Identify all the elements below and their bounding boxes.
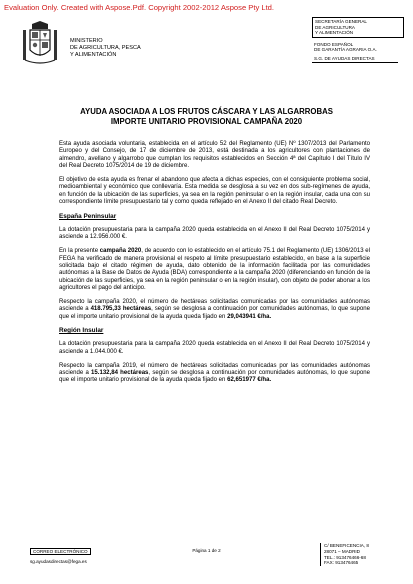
heading-peninsular: España Peninsular [59, 212, 117, 220]
paragraph-insular-budget: La dotación presupuestaria para la campaña 2020 queda establecida en el Anexo II del Real Decreto 1075/2014 y asciende a 1.044.000 €. [59, 341, 370, 355]
fondo-label: FONDO ESPAÑOL DE GARANTÍA AGRARIA O.A. [314, 41, 377, 53]
coat-of-arms-icon [20, 20, 60, 68]
header-right-block [312, 17, 404, 63]
paragraph-peninsular-amount: Respecto la campaña 2020, el número de hectáreas solicitadas comunicadas por las comunidades autónomas asciende a 418.795,33 hectáreas, según se desglosa a continuación por comunidades autónomas, lo que supone que el importe unitario provisional de la ayuda queda fijado en 29,043941 €/ha. [59, 298, 370, 320]
secretaria-box: SECRETARÍA GENERAL DE AGRICULTURA Y ALIMENTACIÓN [312, 17, 404, 38]
paragraph-intro: Esta ayuda asociada voluntaria, establecida en el artículo 52 del Reglamento (UE) Nº 1307/2013 del Parlamento Europeo y del Consejo, de 17 de diciembre de 2013, está destinada a los agricultores con plantaciones de almendro, avellano y algarrobo que cumplan los requisitos establecidos en Sección 4ª del Capítulo I del Título IV del Real Decreto 1075/2014 de 19 de diciembre. [59, 141, 370, 170]
paragraph-peninsular-verification: En la presente campaña 2020, de acuerdo con lo establecido en el artículo 75.1 del Reglamento (UE) 1306/2013 el FEGA ha verificado de manera provisional el respeto al límite presupuestario establecido, en base a la superficie solicitada bajo el citado régimen de ayuda, dato obtenido de la información facilitada por las comunidades autónomas a la Base de Datos de Ayuda (BDA) correspondiente a la campaña 2020 (diferenciando en función de la ubicación de las superficies, ya sea en la región peninsular o en la región insular), con objeto de poder abonar a los agricultores el pago del anticipo. [59, 248, 370, 291]
watermark: Evaluation Only. Created with Aspose.Pdf. Copyright 2002-2012 Aspose Pty Ltd. [4, 3, 275, 12]
paragraph-objective: El objetivo de esta ayuda es frenar el abandono que afecta a dichas especies, con el consiguiente problema social, medioambiental y económico que conllevaría. Esta medida se desglosa a su vez en dos sub-regímenes de ayuda, en función de la ubicación de las superficies, ya sea en la región peninsular o en la región insular, cada una con su correspondiente límite presupuestario tal y como queda reflejado en el Anexo II del citado Real Decreto. [59, 176, 370, 205]
email-address[interactable]: sg.ayudasdirectas@fega.es [30, 559, 87, 564]
document-body [59, 141, 370, 391]
page-number: Página 1 de 2 [192, 548, 221, 553]
heading-insular: Región Insular [59, 327, 104, 335]
footer-address: C/ BENEFICENCIA, 8 28071 – MADRID TEL.: 913476466-68 FAX: 913476465 [320, 543, 369, 566]
document-title: AYUDA ASOCIADA A LOS FRUTOS CÁSCARA Y LAS ALGARROBAS IMPORTE UNITARIO PROVISIONAL CAMPAÑA 2020 [80, 107, 333, 126]
subdireccion-label: S.G. DE AYUDAS DIRECTAS [312, 56, 398, 63]
email-label: CORREO ELECTRÓNICO [30, 548, 91, 555]
paragraph-insular-amount: Respecto la campaña 2019, el número de hectáreas solicitadas comunicadas por las comunidades autónomas asciende a 15.132,84 hectáreas, según se desglosa a continuación por comunidades autónomas, lo que supone que el importe unitario provisional de la ayuda queda fijado en 62,651977 €/ha. [59, 362, 370, 384]
ministry-name: MINISTERIO DE AGRICULTURA, PESCA Y ALIMENTACIÓN [70, 38, 141, 58]
paragraph-peninsular-budget: La dotación presupuestaria para la campaña 2020 queda establecida en el Anexo II del Real Decreto 1075/2014 y asciende a 12.956.000 €. [59, 226, 370, 241]
